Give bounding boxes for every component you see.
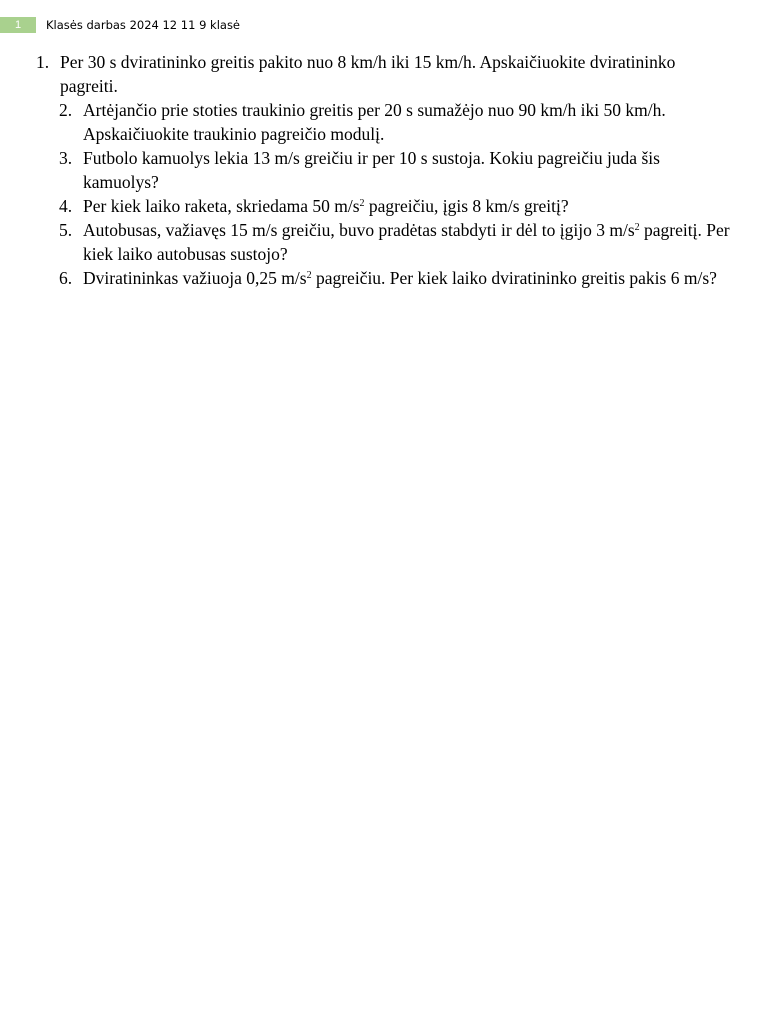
header-title: Klasės darbas 2024 12 11 9 klasė (46, 18, 241, 32)
problem-number: 4. (59, 196, 73, 216)
problem-text-part: pagreitį. Per kiek laiko autobusas sustojo? (83, 220, 730, 264)
problem-number: 5. (59, 220, 73, 240)
problem-text: Futbolo kamuolys lekia 13 m/s greičiu ir per 10 s sustoja. Kokiu pagreičiu juda šis kamuolys? (83, 148, 660, 192)
problem-number: 6. (59, 268, 73, 288)
problem-text-part: pagreičiu, įgis 8 km/s greitį? (364, 196, 569, 216)
problem-2 (36, 98, 736, 146)
page-header (0, 16, 240, 34)
problem-list (36, 50, 736, 290)
problem-text-part: Per kiek laiko raketa, skriedama 50 m/s (83, 196, 360, 216)
problem-text-part: Dviratininkas važiuoja 0,25 m/s (83, 268, 307, 288)
superscript: 2 (359, 198, 365, 209)
problem-3 (36, 146, 736, 194)
superscript: 2 (306, 270, 312, 281)
problem-text (83, 194, 736, 218)
problem-6 (36, 266, 736, 290)
problem-text: Artėjančio prie stoties traukinio greitis per 20 s sumažėjo nuo 90 km/h iki 50 km/h. Apskaičiuokite traukinio pagreičio modulį. (83, 100, 666, 144)
problem-text-part: pagreičiu. Per kiek laiko dviratininko greitis pakis 6 m/s? (311, 268, 717, 288)
problem-text: Per 30 s dviratininko greitis pakito nuo 8 km/h iki 15 km/h. Apskaičiuokite dviratininko pagreiti. (60, 52, 676, 96)
problem-1 (36, 50, 736, 98)
problem-text (83, 266, 736, 290)
superscript: 2 (634, 222, 640, 233)
problem-4 (36, 194, 736, 218)
problem-text-part: Autobusas, važiavęs 15 m/s greičiu, buvo pradėtas stabdyti ir dėl to įgijo 3 m/s (83, 220, 635, 240)
problem-number: 3. (59, 148, 73, 168)
problem-text (83, 218, 736, 266)
problem-5 (36, 218, 736, 266)
problem-number: 2. (59, 100, 73, 120)
page-number-badge: 1 (0, 17, 36, 33)
problem-number: 1. (36, 52, 50, 72)
